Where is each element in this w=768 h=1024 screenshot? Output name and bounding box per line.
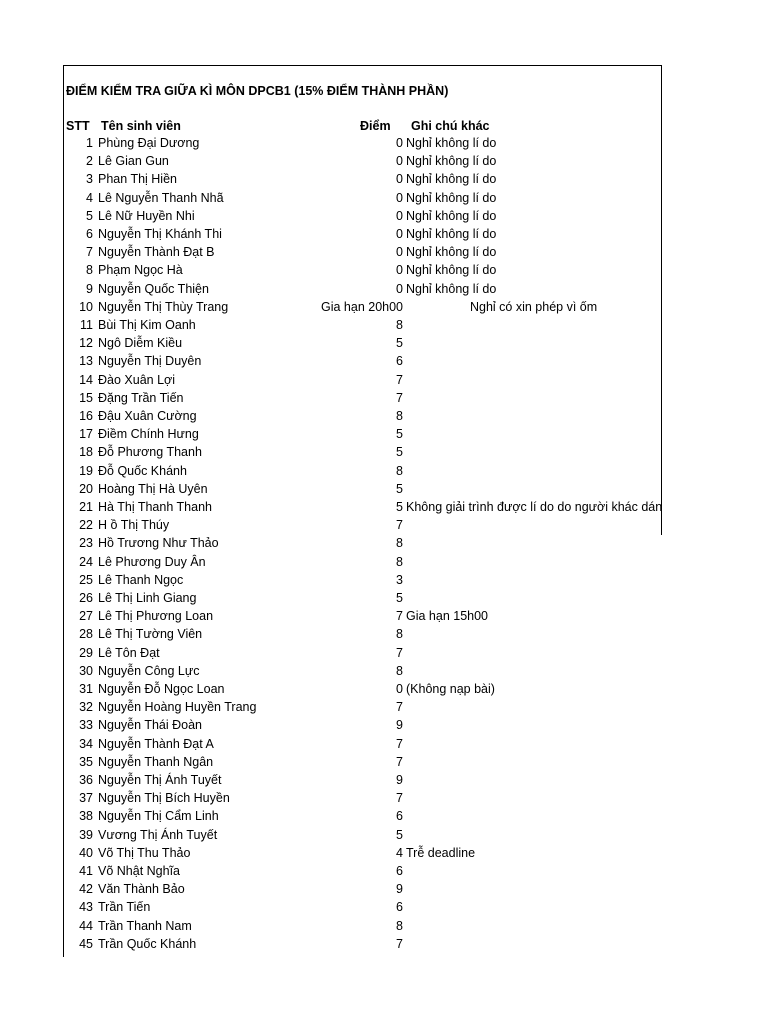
cell-score: 7 bbox=[396, 390, 403, 405]
cell-stt: 25 bbox=[79, 572, 93, 587]
cell-stt: 39 bbox=[79, 827, 93, 842]
cell-name: H ồ Thị Thúy bbox=[98, 518, 170, 533]
cell-score: 7 bbox=[396, 700, 403, 715]
table-row bbox=[0, 154, 662, 172]
cell-score: 5 bbox=[396, 427, 403, 442]
cell-name: Trần Tiến bbox=[98, 900, 151, 915]
cell-stt: 21 bbox=[79, 500, 93, 514]
table-row bbox=[0, 555, 662, 573]
table-row bbox=[0, 300, 662, 318]
cell-score: 8 bbox=[396, 627, 403, 642]
cell-stt: 30 bbox=[79, 663, 93, 678]
cell-stt: 18 bbox=[79, 445, 93, 460]
table-row bbox=[0, 682, 662, 700]
table-row bbox=[0, 900, 662, 918]
cell-name: Nguyễn Thị Thùy Trang bbox=[98, 299, 229, 314]
cell-score: 8 bbox=[396, 918, 403, 933]
cell-name: Hà Thị Thanh Thanh bbox=[98, 500, 212, 514]
table-row bbox=[0, 464, 662, 482]
cell-name: Lê Gian Gun bbox=[98, 154, 169, 169]
cell-name: Ngô Diễm Kiều bbox=[98, 336, 183, 351]
cell-name: Đỗ Quốc Khánh bbox=[98, 463, 187, 478]
cell-note: (Không nạp bài) bbox=[406, 682, 495, 696]
cell-stt: 36 bbox=[79, 773, 93, 787]
cell-stt: 26 bbox=[79, 591, 93, 605]
cell-stt: 19 bbox=[79, 463, 93, 478]
cell-stt: 22 bbox=[79, 518, 93, 533]
cell-name: Nguyễn Thị Ánh Tuyết bbox=[98, 773, 222, 787]
cell-score: 6 bbox=[396, 809, 403, 824]
header-name: Tên sinh viên bbox=[101, 119, 181, 133]
cell-stt: 38 bbox=[79, 809, 93, 824]
cell-name: Nguyễn Hoàng Huyền Trang bbox=[98, 700, 257, 715]
cell-stt: 10 bbox=[79, 299, 93, 314]
cell-name: Hồ Trương Như Thảo bbox=[98, 536, 219, 551]
table-row bbox=[0, 409, 662, 427]
cell-note: Không giải trình được lí do do người khác dán bbox=[406, 500, 662, 514]
table-row bbox=[0, 172, 662, 190]
cell-name: Nguyễn Thị Khánh Thi bbox=[98, 227, 222, 241]
cell-note: Nghỉ không lí do bbox=[406, 227, 497, 241]
table-row bbox=[0, 191, 662, 209]
cell-name: Nguyễn Thành Đạt B bbox=[98, 245, 215, 260]
sheet-title: ĐIỂM KIỂM TRA GIỮA KÌ MÔN DPCB1 (15% ĐIỂM THÀNH PHẦN) bbox=[66, 84, 449, 98]
cell-score: 5 bbox=[396, 481, 403, 496]
cell-score: 0 bbox=[396, 281, 403, 296]
cell-note: Nghỉ không lí do bbox=[406, 136, 497, 150]
cell-score: 0 bbox=[396, 136, 403, 150]
table-row bbox=[0, 627, 662, 645]
cell-score: 0 bbox=[396, 154, 403, 169]
table-row bbox=[0, 664, 662, 682]
cell-stt: 28 bbox=[79, 627, 93, 642]
table-row bbox=[0, 445, 662, 463]
cell-stt: 6 bbox=[86, 227, 93, 241]
cell-note: Nghỉ không lí do bbox=[406, 208, 497, 223]
cell-name: Đỗ Phương Thanh bbox=[98, 445, 202, 460]
header-note: Ghi chú khác bbox=[411, 119, 490, 133]
cell-stt: 7 bbox=[86, 245, 93, 260]
cell-stt: 12 bbox=[79, 336, 93, 351]
cell-score: 6 bbox=[396, 864, 403, 878]
cell-note: Nghỉ không lí do bbox=[406, 190, 497, 205]
cell-score: 6 bbox=[396, 900, 403, 915]
cell-stt: 13 bbox=[79, 354, 93, 369]
cell-name: Nguyễn Thành Đạt A bbox=[98, 736, 214, 751]
cell-score: 0 bbox=[396, 172, 403, 187]
table-row bbox=[0, 919, 662, 937]
cell-stt: 23 bbox=[79, 536, 93, 551]
cell-note: Nghỉ không lí do bbox=[406, 245, 497, 260]
cell-name: Phạm Ngọc Hà bbox=[98, 263, 183, 278]
table-row bbox=[0, 755, 662, 773]
cell-stt: 14 bbox=[79, 372, 93, 387]
cell-name: Lê Thanh Ngọc bbox=[98, 572, 184, 587]
cell-stt: 27 bbox=[79, 609, 93, 624]
cell-name: Nguyễn Thị Cẩm Linh bbox=[98, 809, 219, 824]
cell-score: 0 bbox=[396, 208, 403, 223]
student-table-body bbox=[0, 136, 662, 960]
cell-stt: 11 bbox=[80, 318, 93, 332]
cell-name: Đào Xuân Lợi bbox=[98, 372, 175, 387]
table-row bbox=[0, 700, 662, 718]
table-row bbox=[0, 245, 662, 263]
cell-score: 7 bbox=[396, 736, 403, 751]
cell-name: Phan Thị Hiền bbox=[98, 172, 177, 187]
cell-note: Gia hạn 15h00 bbox=[406, 609, 489, 624]
cell-stt: 17 bbox=[79, 427, 93, 442]
cell-score: 0 bbox=[396, 245, 403, 260]
cell-name: Nguyễn Công Lực bbox=[98, 663, 200, 678]
cell-score: 7 bbox=[396, 518, 403, 533]
table-row bbox=[0, 791, 662, 809]
cell-name: Lê Thị Tường Viên bbox=[98, 627, 203, 642]
cell-score: 7 bbox=[396, 754, 403, 769]
cell-stt: 35 bbox=[79, 754, 93, 769]
table-row bbox=[0, 846, 662, 864]
cell-name: Điềm Chính Hưng bbox=[98, 427, 199, 442]
table-row bbox=[0, 828, 662, 846]
cell-stt: 5 bbox=[86, 208, 93, 223]
table-row bbox=[0, 573, 662, 591]
cell-note: Nghỉ không lí do bbox=[406, 281, 497, 296]
cell-name: Phùng Đại Dương bbox=[98, 136, 200, 150]
cell-stt: 15 bbox=[79, 390, 93, 405]
cell-score: 8 bbox=[396, 318, 403, 332]
table-row bbox=[0, 318, 662, 336]
table-row bbox=[0, 282, 662, 300]
cell-stt: 34 bbox=[79, 736, 93, 751]
cell-name: Nguyễn Thị Duyên bbox=[98, 354, 202, 369]
cell-score: 8 bbox=[396, 536, 403, 551]
table-row bbox=[0, 136, 662, 154]
cell-name: Bùi Thị Kim Oanh bbox=[98, 318, 196, 332]
cell-score: 0 bbox=[396, 263, 403, 278]
cell-score: 7 bbox=[396, 791, 403, 806]
table-border-top bbox=[63, 65, 662, 66]
cell-score: 3 bbox=[396, 572, 403, 587]
table-row bbox=[0, 864, 662, 882]
cell-stt: 1 bbox=[86, 136, 93, 150]
table-row bbox=[0, 937, 662, 955]
table-row bbox=[0, 336, 662, 354]
cell-stt: 42 bbox=[79, 882, 93, 897]
cell-stt: 3 bbox=[86, 172, 93, 187]
cell-name: Lê Thị Linh Giang bbox=[98, 591, 197, 605]
table-row bbox=[0, 373, 662, 391]
table-row bbox=[0, 482, 662, 500]
cell-score: Gia hạn 20h00 bbox=[320, 299, 403, 314]
cell-stt: 16 bbox=[79, 409, 93, 423]
cell-name: Lê Thị Phương Loan bbox=[98, 609, 214, 624]
cell-name: Trần Quốc Khánh bbox=[98, 936, 197, 951]
cell-score: 5 bbox=[396, 500, 403, 514]
table-row bbox=[0, 737, 662, 755]
table-row bbox=[0, 718, 662, 736]
cell-score: 0 bbox=[396, 190, 403, 205]
cell-score: 4 bbox=[396, 845, 403, 860]
cell-name: Lê Nguyễn Thanh Nhã bbox=[98, 190, 224, 205]
cell-name: Nguyễn Thái Đoàn bbox=[98, 718, 203, 733]
cell-score: 7 bbox=[396, 645, 403, 660]
cell-name: Võ Nhật Nghĩa bbox=[98, 864, 180, 878]
cell-stt: 8 bbox=[86, 263, 93, 278]
cell-name: Đậu Xuân Cường bbox=[98, 409, 197, 423]
cell-stt: 37 bbox=[79, 791, 93, 806]
cell-score: 7 bbox=[396, 609, 403, 624]
cell-score: 8 bbox=[396, 409, 403, 423]
cell-name: Hoàng Thị Hà Uyên bbox=[98, 481, 208, 496]
cell-score: 5 bbox=[396, 591, 403, 605]
cell-name: Lê Tôn Đạt bbox=[98, 645, 160, 660]
table-row bbox=[0, 609, 662, 627]
table-row bbox=[0, 882, 662, 900]
cell-name: Nguyễn Quốc Thiện bbox=[98, 281, 209, 296]
cell-score: 9 bbox=[396, 882, 403, 897]
cell-name: Nguyễn Thị Bích Huyền bbox=[98, 791, 230, 806]
cell-name: Nguyễn Thanh Ngân bbox=[98, 754, 214, 769]
cell-stt: 2 bbox=[86, 154, 93, 169]
header-stt: STT bbox=[66, 119, 90, 133]
cell-stt: 24 bbox=[79, 554, 93, 569]
cell-name: Đặng Trần Tiến bbox=[98, 390, 184, 405]
table-row bbox=[0, 209, 662, 227]
cell-name: Võ Thị Thu Thảo bbox=[98, 845, 191, 860]
table-row bbox=[0, 227, 662, 245]
cell-stt: 4 bbox=[86, 190, 93, 205]
cell-name: Trần Thanh Nam bbox=[98, 918, 192, 933]
cell-stt: 40 bbox=[79, 845, 93, 860]
table-row bbox=[0, 646, 662, 664]
cell-stt: 44 bbox=[79, 918, 93, 933]
cell-score: 7 bbox=[396, 372, 403, 387]
cell-name: Nguyễn Đỗ Ngọc Loan bbox=[98, 682, 225, 696]
cell-score: 0 bbox=[396, 227, 403, 241]
table-row bbox=[0, 536, 662, 554]
header-score: Điểm bbox=[360, 119, 391, 133]
cell-score: 8 bbox=[396, 663, 403, 678]
cell-score: 5 bbox=[396, 827, 403, 842]
cell-score: 9 bbox=[396, 773, 403, 787]
cell-score: 0 bbox=[396, 682, 403, 696]
cell-stt: 32 bbox=[79, 700, 93, 715]
table-row bbox=[0, 518, 662, 536]
cell-stt: 9 bbox=[86, 281, 93, 296]
cell-stt: 43 bbox=[79, 900, 93, 915]
cell-note: Nghỉ không lí do bbox=[406, 172, 497, 187]
table-row bbox=[0, 591, 662, 609]
cell-note: Nghỉ có xin phép vì ốm bbox=[470, 299, 598, 314]
cell-name: Vương Thị Ánh Tuyết bbox=[98, 827, 218, 842]
cell-score: 7 bbox=[396, 936, 403, 951]
cell-stt: 33 bbox=[79, 718, 93, 733]
cell-score: 5 bbox=[396, 445, 403, 460]
table-row bbox=[0, 500, 662, 518]
cell-name: Văn Thành Bảo bbox=[98, 882, 185, 897]
table-row bbox=[0, 809, 662, 827]
cell-note: Nghỉ không lí do bbox=[406, 154, 497, 169]
table-row bbox=[0, 427, 662, 445]
cell-stt: 41 bbox=[79, 864, 93, 878]
cell-stt: 31 bbox=[79, 682, 93, 696]
cell-score: 8 bbox=[396, 463, 403, 478]
cell-stt: 29 bbox=[79, 645, 93, 660]
table-row bbox=[0, 773, 662, 791]
cell-stt: 20 bbox=[79, 481, 93, 496]
cell-score: 9 bbox=[396, 718, 403, 733]
cell-score: 8 bbox=[396, 554, 403, 569]
table-row bbox=[0, 354, 662, 372]
cell-name: Lê Phương Duy Ân bbox=[98, 554, 206, 569]
cell-stt: 45 bbox=[79, 936, 93, 951]
cell-note: Nghỉ không lí do bbox=[406, 263, 497, 278]
table-row bbox=[0, 391, 662, 409]
table-row bbox=[0, 263, 662, 281]
cell-note: Trễ deadline bbox=[406, 845, 476, 860]
cell-score: 6 bbox=[396, 354, 403, 369]
cell-name: Lê Nữ Huyền Nhi bbox=[98, 208, 195, 223]
cell-score: 5 bbox=[396, 336, 403, 351]
